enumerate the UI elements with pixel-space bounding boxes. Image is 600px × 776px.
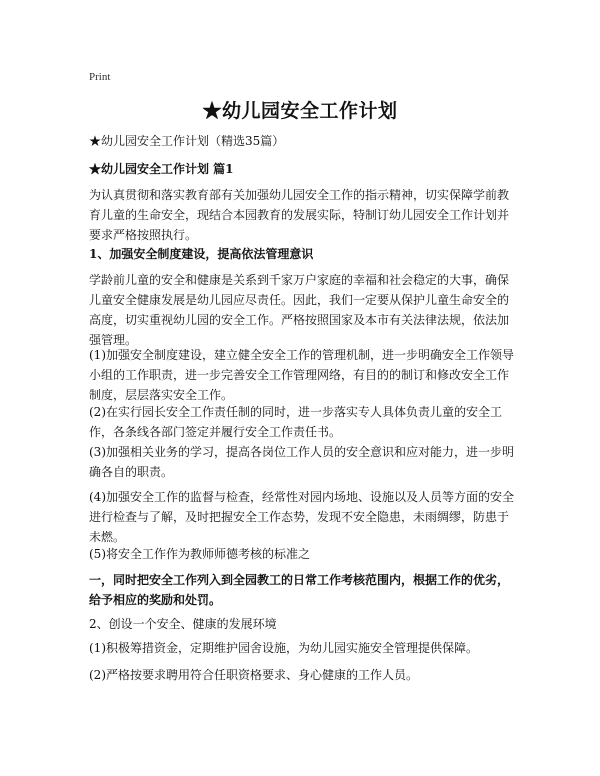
list-item-3: (3)加强相关业务的学习，提高各岗位工作人员的安全意识和应对能力，进一步明确各自的职责。	[89, 445, 515, 479]
list-item-6: (1)积极筹措资金，定期维护园舍设施，为幼儿园实施安全管理提供保障。	[89, 641, 479, 655]
list-item-7: (2)严格按要求聘用符合任职资格要求、身心健康的工作人员。	[89, 668, 419, 682]
heading-1: 1、加强安全制度建设，提高依法管理意识	[89, 247, 314, 261]
document-subtitle: ★幼儿园安全工作计划（精选35篇）	[89, 134, 285, 148]
list-item-4: (4)加强安全工作的监督与检查，经常性对园内场地、设施以及人员等方面的安全进行检查与了解，及时把握安全工作态势，发现不安全隐患，未雨绸缪，防患于未燃。	[89, 490, 515, 544]
print-label[interactable]: Print	[89, 71, 111, 83]
heading-2: 2、创设一个安全、健康的发展环境	[89, 617, 277, 631]
list-item-2: (2)在实行园长安全工作责任制的同时，进一步落实专人具体负责儿童的安全工作，各条线各部门签定并履行安全工作责任书。	[89, 405, 503, 439]
section-title: ★幼儿园安全工作计划 篇1	[89, 162, 234, 176]
intro-paragraph: 为认真贯彻和落实教育部有关加强幼儿园安全工作的指示精神，切实保障学前教育儿童的生命安全，现结合本园教育的发展实际，特制订幼儿园安全工作计划并要求严格按照执行。	[89, 188, 510, 242]
bold-paragraph: 一，同时把安全工作列入到全园教工的日常工作考核范围内，根据工作的优劣，给予相应的奖励和处罚。	[89, 573, 510, 607]
list-item-5: (5)将安全工作作为教师师德考核的标准之	[89, 547, 310, 561]
document-title: ★幼儿园安全工作计划	[202, 100, 398, 122]
paragraph-1: 学龄前儿童的安全和健康是关系到千家万户家庭的幸福和社会稳定的大事，确保儿童安全健康发展是幼儿园应尽责任。因此，我们一定要从保护儿童生命安全的高度，切实重视幼儿园的安全工作。严格按照国家及本市有关法律法规，依法加强管理。	[89, 273, 510, 347]
list-item-1: (1)加强安全制度建设，建立健全安全工作的管理机制，进一步明确安全工作领导小组的工作职责，进一步完善安全工作管理网络，有目的的制订和修改安全工作制度，层层落实安全工作。	[89, 348, 515, 402]
